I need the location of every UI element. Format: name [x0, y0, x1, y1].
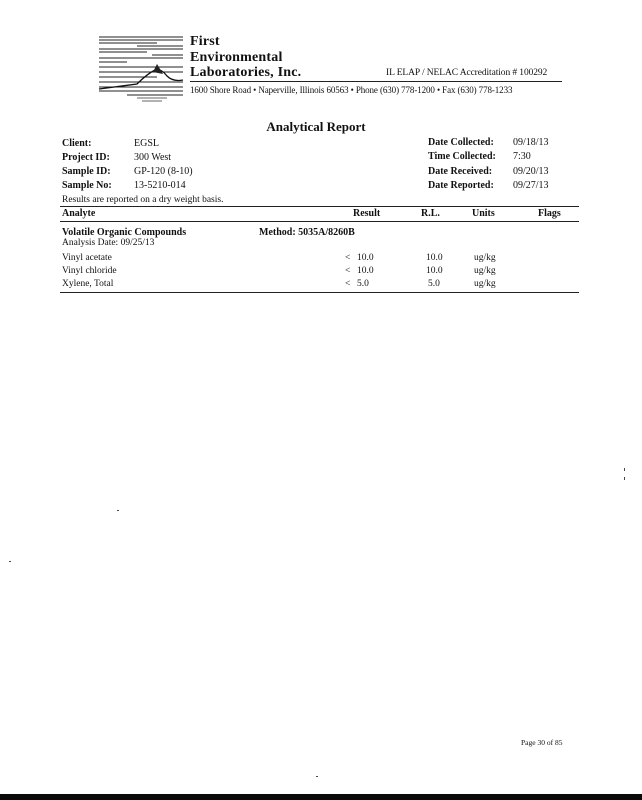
scan-speck: [624, 477, 625, 480]
company-name-line1: First: [190, 34, 220, 49]
row-units: ug/kg: [474, 266, 496, 276]
project-id-label: Project ID:: [62, 152, 110, 163]
date-reported-value: 09/27/13: [513, 180, 549, 191]
date-received-value: 09/20/13: [513, 166, 549, 177]
project-id-value: 300 West: [134, 152, 172, 163]
row-rl: 10.0: [426, 253, 443, 263]
row-qualifier: <: [345, 266, 351, 276]
row-qualifier: <: [345, 279, 351, 289]
client-label: Client:: [62, 138, 92, 149]
row-result: 5.0: [357, 279, 369, 289]
company-name: [190, 34, 301, 81]
row-units: ug/kg: [474, 279, 496, 289]
company-logo: [97, 34, 185, 104]
column-header-result: Result: [353, 208, 381, 219]
row-rl: 10.0: [426, 266, 443, 276]
page-number: Page 30 of 85: [521, 738, 563, 747]
row-result: 10.0: [357, 253, 374, 263]
scan-speck: [9, 561, 11, 562]
sample-id-label: Sample ID:: [62, 166, 111, 177]
sample-no-label: Sample No:: [62, 180, 112, 191]
header-divider: [190, 81, 562, 82]
row-qualifier: <: [345, 253, 351, 263]
table-bottom-rule: [60, 292, 579, 293]
company-name-line3: Laboratories, Inc.: [190, 65, 302, 80]
column-header-analyte: Analyte: [62, 208, 96, 219]
row-rl: 5.0: [428, 279, 440, 289]
time-collected-value: 7:30: [513, 151, 531, 162]
column-header-units: Units: [472, 208, 495, 219]
date-received-label: Date Received:: [428, 166, 493, 177]
report-title: Analytical Report: [266, 119, 366, 134]
row-analyte: Xylene, Total: [62, 279, 114, 289]
column-header-rl: R.L.: [421, 208, 440, 219]
basis-note: Results are reported on a dry weight basis.: [62, 195, 224, 205]
scan-speck: [316, 776, 318, 777]
company-name-line2: Environmental: [190, 49, 283, 65]
sample-id-value: GP-120 (8-10): [134, 166, 193, 177]
date-collected-value: 09/18/13: [513, 137, 549, 148]
row-analyte: Vinyl chloride: [62, 266, 117, 276]
row-analyte: Vinyl acetate: [62, 253, 112, 263]
scan-edge-bar: [0, 794, 642, 800]
analysis-method: Method: 5035A/8260B: [259, 227, 355, 238]
table-header-rule: [60, 221, 579, 222]
analyte-group-name: Volatile Organic Compounds: [62, 227, 187, 238]
row-result: 10.0: [357, 266, 374, 276]
sample-no-value: 13-5210-014: [134, 180, 186, 191]
time-collected-label: Time Collected:: [428, 151, 496, 162]
table-top-rule: [60, 206, 579, 207]
company-address: 1600 Shore Road • Naperville, Illinois 60563 • Phone (630) 778-1200 • Fax (630) 778-1233: [190, 85, 513, 95]
client-value: EGSL: [134, 138, 159, 149]
row-units: ug/kg: [474, 253, 496, 263]
scan-speck: [117, 510, 119, 511]
analysis-date: Analysis Date: 09/25/13: [62, 238, 155, 248]
column-header-flags: Flags: [538, 208, 561, 219]
date-collected-label: Date Collected:: [428, 137, 494, 148]
accreditation-number: IL ELAP / NELAC Accreditation # 100292: [386, 68, 548, 78]
date-reported-label: Date Reported:: [428, 180, 494, 191]
scan-speck: [624, 468, 625, 471]
